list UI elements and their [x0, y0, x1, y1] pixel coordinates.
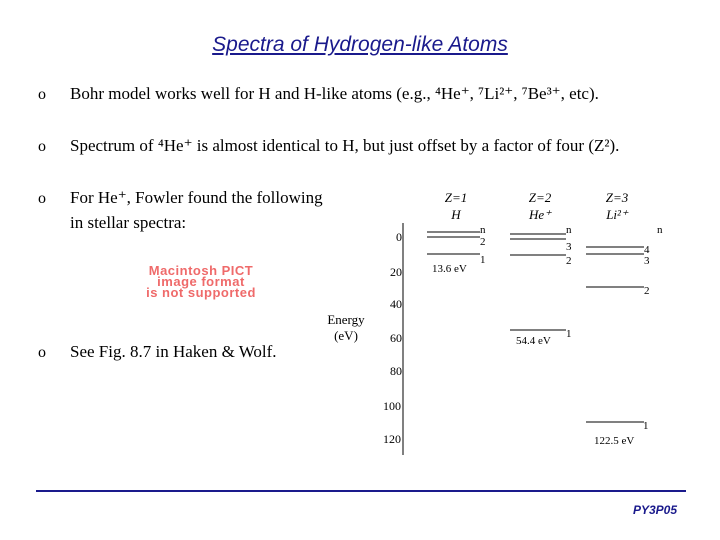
axis-title: Energy — [327, 312, 365, 327]
column-n-header-he: n — [566, 224, 572, 236]
column-atom-label-he: He⁺ — [528, 207, 552, 222]
bullet-text-fowler-line2: in stellar spectra: — [70, 213, 187, 232]
tick-label: 0 — [396, 230, 402, 244]
bullet-text-he-spectrum: Spectrum of ⁴He⁺ is almost identical to H, but just offset by a factor of four (Z²). — [70, 136, 620, 155]
level-n-label: 3 — [644, 255, 650, 267]
column-n-header-li: n — [657, 224, 663, 236]
placeholder-line: image format — [157, 274, 245, 289]
level-n-label: 1 — [566, 328, 572, 340]
ground-energy-label-he: 54.4 eV — [516, 335, 551, 347]
bullet-marker: o — [38, 138, 46, 155]
bullet-marker: o — [38, 344, 46, 361]
level-n-label: 2 — [644, 285, 650, 297]
ground-energy-label-li: 122.5 eV — [594, 435, 635, 447]
bullet-text-see-fig: See Fig. 8.7 in Haken & Wolf. — [70, 342, 277, 361]
ground-energy-label-h: 13.6 eV — [432, 263, 467, 275]
bullet-marker: o — [38, 190, 46, 207]
footer-course-code: PY3P05 — [632, 503, 677, 517]
column-z-label-li: Z=3 — [605, 190, 629, 205]
column-atom-label-li: Li²⁺ — [606, 207, 628, 222]
tick-label: 80 — [390, 364, 402, 378]
bullet-marker: o — [38, 86, 46, 103]
axis-title-unit: (eV) — [334, 328, 358, 343]
placeholder-line: Macintosh PICT — [148, 263, 254, 278]
tick-label: 40 — [390, 297, 402, 311]
tick-label: 120 — [383, 432, 401, 446]
level-n-label: 2 — [480, 236, 486, 248]
level-n-label: 4 — [644, 244, 650, 256]
tick-label: 100 — [383, 399, 401, 413]
level-n-label: 1 — [480, 254, 486, 266]
tick-label: 60 — [390, 331, 402, 345]
bullet-text-bohr-model: Bohr model works well for H and H-like atoms (e.g., ⁴He⁺, ⁷Li²⁺, ⁷Be³⁺, etc). — [70, 84, 599, 103]
bullet-text-fowler-line1: For He⁺, Fowler found the following — [70, 188, 323, 207]
tick-label: 20 — [390, 265, 402, 279]
level-n-label: 3 — [566, 241, 572, 253]
column-atom-label-h: H — [451, 207, 461, 222]
column-z-label-he: Z=2 — [528, 190, 552, 205]
page-title: Spectra of Hydrogen-like Atoms — [212, 33, 508, 56]
level-n-label: 2 — [566, 255, 572, 267]
level-n-label: 1 — [643, 420, 649, 432]
footer-divider — [36, 490, 686, 492]
placeholder-line: is not supported — [146, 285, 256, 300]
column-n-header-h: n — [480, 224, 486, 236]
column-z-label-h: Z=1 — [444, 190, 468, 205]
